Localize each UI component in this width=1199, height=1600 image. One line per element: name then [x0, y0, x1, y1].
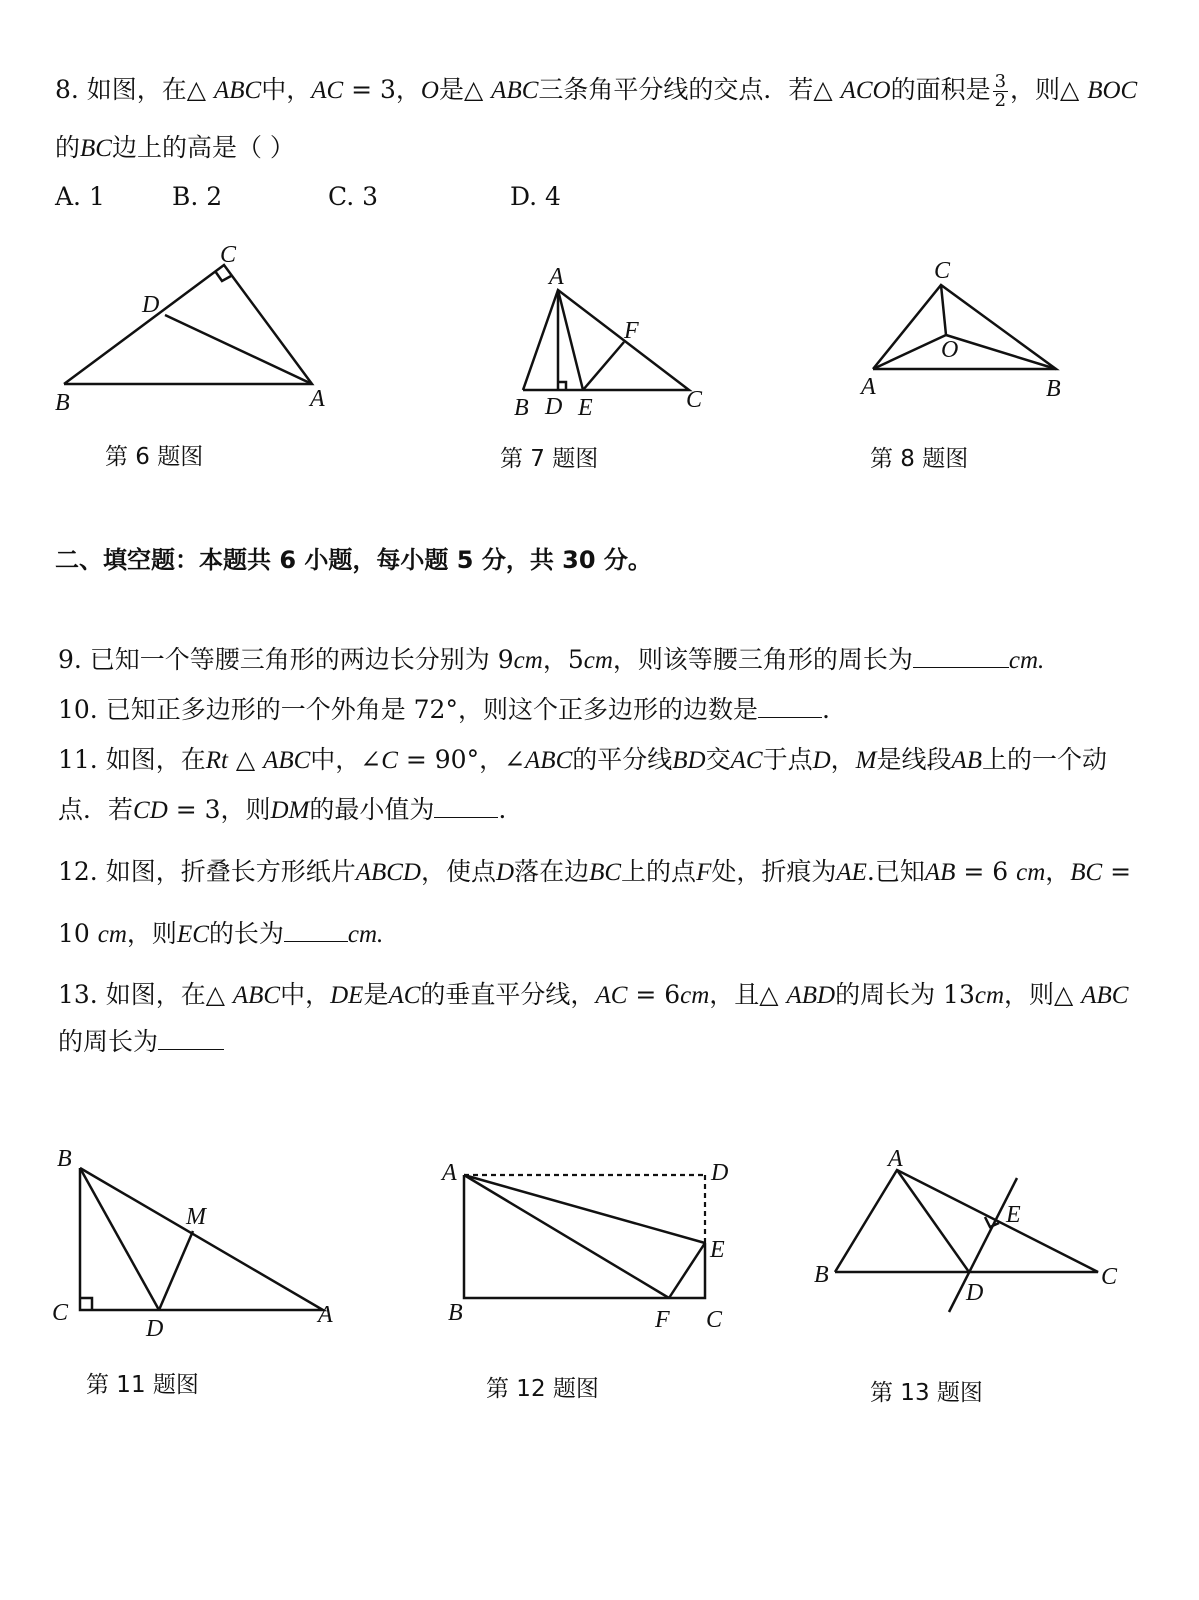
fig8-label-c: C	[934, 258, 951, 284]
figure-8-lines	[873, 285, 1056, 369]
fig8-label-a: A	[861, 374, 876, 400]
figure-11-lines	[80, 1168, 323, 1310]
q12-line2: 10 cm，则EC的长为 cm.	[58, 919, 384, 948]
figure-7-lines	[523, 290, 689, 390]
fig11-label-c: C	[52, 1300, 69, 1326]
fig12-label-d: D	[711, 1160, 729, 1186]
q11-line1: 11. 如图，在Rt △ ABC中，∠C = 90°，∠ABC的平分线BD交AC于点D，M是线段AB上的一个动	[58, 745, 1108, 774]
fig6-label-b: B	[55, 390, 70, 416]
fig7-label-b: B	[514, 395, 529, 421]
q10-answer-blank[interactable]	[758, 695, 822, 718]
q8-option-b: B. 2	[172, 182, 223, 211]
figure-12-lines	[464, 1175, 705, 1298]
fig8-label-b: B	[1046, 376, 1061, 402]
fig13-label-d: D	[966, 1280, 984, 1306]
q11-line2: 点．若CD = 3，则DM的最小值为 .	[58, 795, 507, 824]
q9-answer-blank[interactable]	[913, 645, 1009, 668]
fig11-label-b: B	[57, 1146, 72, 1172]
fig13-label-c: C	[1101, 1264, 1118, 1290]
fig12-label-c: C	[706, 1307, 723, 1333]
fig12-label-b: B	[448, 1300, 463, 1326]
fig8-caption: 第 8 题图	[870, 446, 969, 472]
q8-line2: 的BC边上的高是（ ）	[55, 133, 295, 162]
fig7-caption: 第 7 题图	[500, 446, 599, 472]
figure-6-lines	[64, 265, 312, 384]
fig7-label-e: E	[578, 395, 593, 421]
fig13-caption: 第 13 题图	[870, 1380, 983, 1406]
section-2-title: 二、填空题：本题共 6 小题，每小题 5 分，共 30 分。	[55, 546, 652, 574]
q10: 10. 已知正多边形的一个外角是 72°，则这个正多边形的边数是 .	[58, 695, 830, 724]
fig13-label-b: B	[814, 1262, 829, 1288]
fig12-caption: 第 12 题图	[486, 1376, 599, 1402]
fig12-label-f: F	[655, 1307, 670, 1333]
fig7-label-d: D	[545, 394, 563, 420]
fig6-label-d: D	[142, 292, 160, 318]
q13-line2: 的周长为	[58, 1022, 224, 1058]
q13-answer-blank[interactable]	[158, 1027, 224, 1050]
fig6-label-c: C	[220, 242, 237, 268]
q8-option-a: A. 1	[55, 182, 105, 211]
fig8-label-o: O	[941, 337, 959, 363]
q13-line1: 13. 如图，在△ ABC中，DE是AC的垂直平分线，AC = 6cm，且△ ABD的周长为 13cm，则△ ABC	[58, 980, 1129, 1009]
fig7-label-a: A	[549, 264, 564, 290]
fig12-label-a: A	[442, 1160, 457, 1186]
q8-option-d: D. 4	[510, 182, 561, 211]
fig11-label-m: M	[186, 1204, 206, 1230]
fig12-label-e: E	[710, 1237, 725, 1263]
fig7-label-f: F	[624, 318, 639, 344]
q12-line1: 12. 如图，折叠长方形纸片ABCD，使点D落在边BC上的点F处，折痕为AE.已知AB = 6 cm，BC =	[58, 857, 1132, 886]
fig6-label-a: A	[310, 386, 325, 412]
q9: 9. 已知一个等腰三角形的两边长分别为 9cm，5cm，则该等腰三角形的周长为 cm.	[58, 645, 1045, 674]
fig11-label-a: A	[318, 1302, 333, 1328]
q12-answer-blank[interactable]	[284, 919, 348, 942]
q11-answer-blank[interactable]	[434, 795, 498, 818]
fig7-label-c: C	[686, 387, 703, 413]
fraction-3-2: $\frac{3}{2}$	[994, 71, 1007, 111]
fig11-caption: 第 11 题图	[86, 1372, 199, 1398]
fig13-label-e: E	[1006, 1202, 1021, 1228]
fig13-label-a: A	[888, 1146, 903, 1172]
fig6-caption: 第 6 题图	[105, 444, 204, 470]
q8-option-c: C. 3	[328, 182, 379, 211]
q8-line1: 8. 如图，在△ ABC中，AC = 3，O是△ ABC三条角平分线的交点．若△ ACO的面积是 $\frac{3}{2}$ ，则△ BOC	[55, 71, 1138, 111]
fig11-label-d: D	[146, 1316, 164, 1342]
